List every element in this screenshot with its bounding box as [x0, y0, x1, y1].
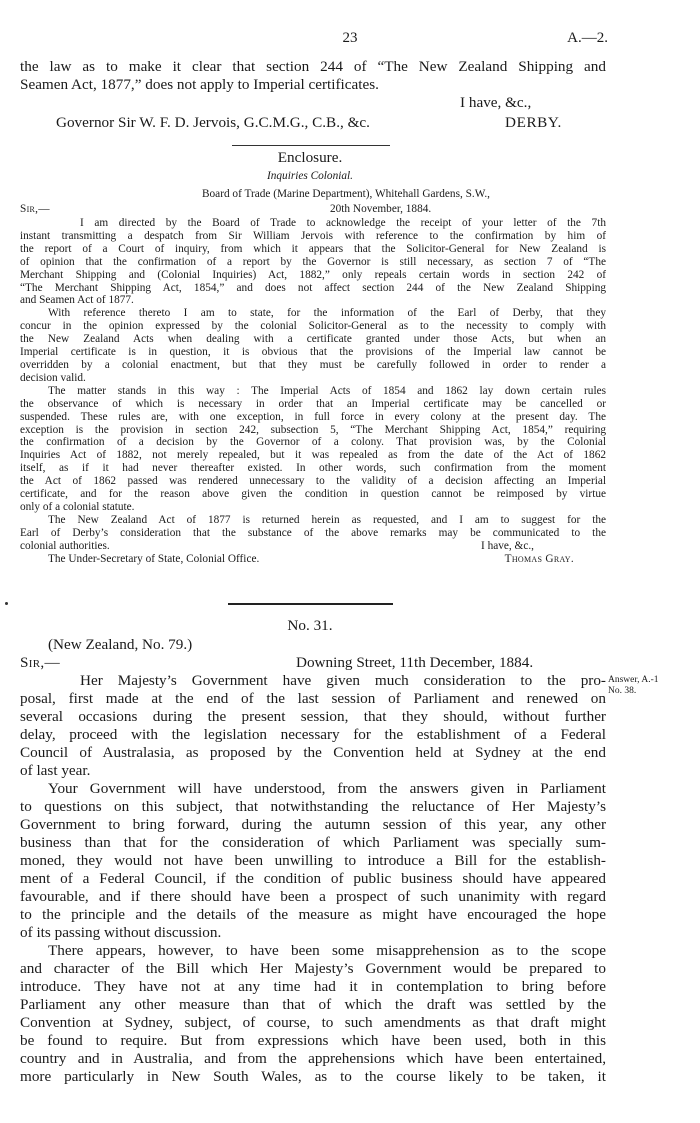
text-line: Government to bring forward, during the autumn session of this year, any other	[20, 816, 606, 833]
text-line: delay, proceed with the legislation necessary for the establishment of a Federal	[20, 726, 606, 743]
closing-row	[20, 540, 606, 553]
page-reference: A.—2.	[567, 30, 608, 46]
text-line: to questions on this subject, that notwithstanding the reluctance of Her Majesty’s	[20, 798, 606, 815]
text-line: Seamen Act, 1877,” does not apply to Imperial certificates.	[20, 76, 379, 93]
text-line: With reference thereto I am to state, for the information of the Earl of Derby, that they	[48, 307, 606, 320]
text-line: exception is the provision in section 242, subsection 5, “The Merchant Shipping Act, 1854,” requiring	[20, 423, 606, 436]
margin-note	[608, 675, 698, 697]
text-line: concur in the opinion expressed by the colonial Solicitor-General as to the necessity to comply with	[20, 320, 606, 333]
text-line: Convention at Sydney, subject, of course, to such amendments as that draft might	[20, 1014, 606, 1031]
no31-date: Downing Street, 11th December, 1884.	[296, 654, 534, 671]
text-line: introduce. They have not at any time had it in contemplation to bring before	[20, 978, 606, 995]
enclosure-closing: I have, &c.,	[480, 539, 534, 552]
text-line: ment of a Federal Council, if the condition of public business should have appeared	[20, 870, 606, 887]
text-line: moned, they would not have been unwilling to introduce a Bill for the establish-	[20, 852, 606, 869]
section-divider	[228, 603, 393, 605]
margin-mark	[5, 602, 8, 605]
text-line: Earl of Derby’s consideration that the substance of the above remarks may be communicated to the	[20, 526, 606, 539]
signature-row	[20, 553, 606, 566]
text-line: the observance of which is necessary in order that an Imperial certificate may be cancelled or	[20, 397, 606, 410]
letter-end-closing: I have, &c.,	[460, 94, 532, 111]
text-line: itself, as if it had never thereafter existed. In other words, such confirmation from the moment	[20, 462, 606, 475]
divider	[232, 145, 390, 146]
text-line: of last year.	[20, 762, 91, 779]
letter-end-signature: DERBY.	[505, 114, 562, 131]
text-line: and character of the Bill which Her Majesty’s Government would be prepared to	[20, 960, 606, 977]
text-line: several occasions during the present session, that they should, without further	[20, 708, 606, 725]
text-line: Council of Australasia, as proposed by the Convention held at Sydney at the end	[20, 744, 606, 761]
text-line: Inquiries Act of 1882, not merely repealed, but it was repealed as from the date of the Act of 1862	[20, 449, 606, 462]
text-line: of opinion that the confirmation of a report by the Governor is still necessary, as section 7 of “The	[20, 255, 606, 268]
text-line: The matter stands in this way : The Imperial Acts of 1854 and 1862 lay down certain rules	[48, 384, 606, 397]
text-line: the confirmation of a decision by the Governor of a colony. That provision was, by the Colonial	[20, 436, 606, 449]
text-line: the law as to make it clear that section 244 of “The New Zealand Shipping and	[20, 58, 606, 75]
text-line: decision valid.	[20, 371, 86, 384]
margin-note-line: No. 38.	[608, 686, 637, 696]
text-line: Your Government will have understood, from the answers given in Parliament	[48, 780, 606, 797]
enclosure-date: 20th November, 1884.	[330, 203, 432, 215]
enclosure-title: Enclosure.	[277, 149, 343, 166]
text-line: more particularly in New South Wales, as to the course likely to be taken, it	[20, 1068, 606, 1085]
text-line: There appears, however, to have been some misapprehension as to the scope	[48, 942, 606, 959]
no31-reference: (New Zealand, No. 79.)	[48, 636, 193, 653]
page-number: 23	[342, 30, 358, 46]
text-line: the New Zealand Acts when dealing with a certificate granted under those Acts, but when an	[20, 333, 606, 346]
enclosure-body	[20, 217, 606, 565]
text-line: Her Majesty’s Government have given much consideration to the pro-	[80, 672, 606, 689]
text-line: favourable, and if there should have been a prospect of such unanimity with regard	[20, 888, 606, 905]
text-line: Imperial certificate is in question, it is obvious that the provisions of the Imperial law cannot be	[20, 346, 606, 359]
text-line: suspended. These rules are, with one exception, in full force in every colony at the present day. The	[20, 410, 606, 423]
no31-body	[20, 672, 606, 1086]
text-line: be found to require. But from expressions which have been used, both in this	[20, 1032, 606, 1049]
text-line: “The Merchant Shipping Act, 1854,” and does not affect section 244 of the New Zealand Shipping	[20, 281, 606, 294]
text-line: I am directed by the Board of Trade to acknowledge the receipt of your letter of the 7th	[80, 217, 606, 229]
no31-salutation: Sir,—	[20, 654, 60, 671]
text-line: Merchant Shipping and (Colonial Inquiries) Act, 1882,” only repeals certain words in section 242 of	[20, 268, 606, 281]
enclosure-addressee: The Under-Secretary of State, Colonial Office.	[48, 552, 260, 565]
text-line: colonial authorities.	[20, 539, 110, 552]
text-line: instant transmitting a despatch from Sir William Jervois with reference to the confirmation by him of	[20, 229, 606, 242]
enclosure-address: Board of Trade (Marine Department), Whitehall Gardens, S.W.,	[202, 188, 491, 200]
text-line: business than that for the consideration of which Parliament was specially sum-	[20, 834, 606, 851]
text-line: and Seamen Act of 1877.	[20, 294, 134, 307]
text-line: to the principle and the details of the measure as might have encouraged the hope	[20, 906, 606, 923]
enclosure-salutation: Sir,—	[20, 203, 50, 215]
text-line: of its passing without discussion.	[20, 924, 222, 941]
text-line: posal, first made at the end of the last session of Parliament and renewed on	[20, 690, 606, 707]
text-line: overridden by a colonial enactment, but that they must be carefully followed in order to render a	[20, 358, 606, 371]
text-line: country and in Australia, and from the apprehensions which have been entertained,	[20, 1050, 606, 1067]
no31-title: No. 31.	[287, 617, 333, 634]
letter-end-addressee: Governor Sir W. F. D. Jervois, G.C.M.G., C.B., &c.	[56, 114, 370, 131]
text-line: the report of a Court of inquiry, from which it appears that the Solicitor-General for New Zealand is	[20, 242, 606, 255]
letter-end-body	[20, 58, 606, 94]
text-line: certificate, and for the reason above given the condition in question cannot be reimposed by virtue	[20, 488, 606, 501]
enclosure-signature: Thomas Gray.	[504, 552, 574, 565]
margin-note-line: Answer, A.-1	[608, 675, 659, 685]
text-line: the Act of 1862 passed was rendered unnecessary to the validity of a decision affecting an Imperial	[20, 475, 606, 488]
text-line: Parliament any other measure than that of which the draft was settled by the	[20, 996, 606, 1013]
text-line: only of a colonial statute.	[20, 500, 135, 513]
enclosure-subtitle: Inquiries Colonial.	[267, 170, 353, 182]
text-line: The New Zealand Act of 1877 is returned herein as requested, and I am to suggest for the	[48, 513, 606, 526]
